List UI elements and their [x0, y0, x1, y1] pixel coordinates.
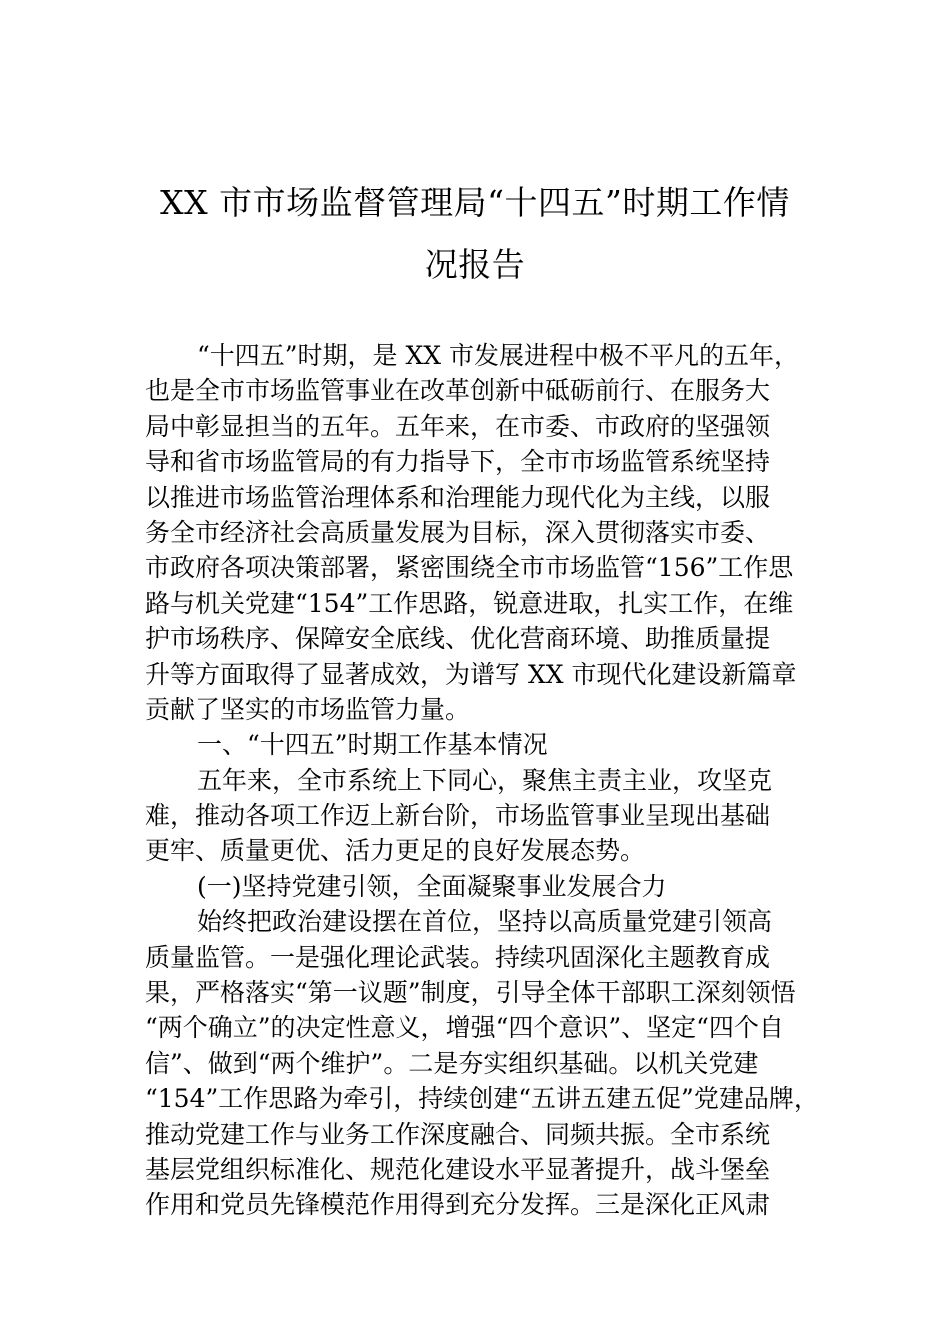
paragraph-party-building [145, 904, 819, 1223]
paragraph-line: 信”、做到“两个维护”。二是夯实组织基础。以机关党建 [145, 1048, 759, 1078]
paragraph-line: “十四五”时期，是 XX 市发展进程中极不平凡的五年， [197, 341, 800, 370]
paragraph-line: 基层党组织标准化、规范化建设水平显著提升，战斗堡垒 [145, 1154, 771, 1184]
paragraph-line: 更牢、质量更优、活力更足的良好发展态势。 [145, 836, 646, 866]
paragraph-line: 护市场秩序、保障安全底线、优化营商环境、助推质量提 [145, 624, 771, 654]
paragraph-line: 局中彰显担当的五年。五年来，在市委、市政府的坚强领 [145, 411, 771, 441]
paragraph-line: 作用和党员先锋模范作用得到充分发挥。三是深化正风肃 [145, 1190, 771, 1220]
paragraph-intro [145, 338, 809, 727]
paragraph-line: 推动党建工作与业务工作深度融合、同频共振。全市系统 [145, 1119, 771, 1149]
paragraph-line: 也是全市市场监管事业在改革创新中砥砺前行、在服务大 [145, 376, 771, 406]
paragraph-overview [145, 763, 809, 869]
title-line-1: XX 市市场监督管理局“十四五”时期工作情 [160, 183, 790, 222]
paragraph-line: 以推进市场监管治理体系和治理能力现代化为主线，以服 [145, 482, 771, 512]
paragraph-line: 升等方面取得了显著成效，为谱写 XX 市现代化建设新篇章 [145, 659, 797, 689]
title-line-2: 况报告 [424, 245, 526, 284]
document-title [120, 172, 830, 296]
paragraph-line: 市政府各项决策部署，紧密围绕全市市场监管“156”工作思 [145, 553, 794, 583]
heading-line: (一)坚持党建引领，全面凝聚事业发展合力 [197, 871, 667, 901]
paragraph-line: 导和省市场监管局的有力指导下，全市市场监管系统坚持 [145, 447, 771, 477]
subsection-heading-1 [145, 869, 809, 904]
paragraph-line: 路与机关党建“154”工作思路，锐意进取，扎实工作，在维 [145, 588, 794, 618]
section-heading-1 [145, 727, 809, 762]
paragraph-line: “两个确立”的决定性意义，增强“四个意识”、坚定“四个自 [145, 1013, 784, 1043]
paragraph-line: 五年来，全市系统上下同心，聚焦主责主业，攻坚克 [197, 765, 773, 795]
heading-line: 一、“十四五”时期工作基本情况 [197, 730, 548, 760]
paragraph-line: 贡献了坚实的市场监管力量。 [145, 694, 471, 724]
paragraph-line: 质量监管。一是强化理论武装。持续巩固深化主题教育成 [145, 942, 771, 972]
paragraph-line: 果，严格落实“第一议题”制度，引导全体干部职工深刻领悟 [145, 978, 796, 1008]
paragraph-line: 务全市经济社会高质量发展为目标，深入贯彻落实市委、 [145, 517, 771, 547]
paragraph-line: 始终把政治建设摆在首位，坚持以高质量党建引领高 [197, 907, 773, 937]
paragraph-line: 难，推动各项工作迈上新台阶，市场监管事业呈现出基础 [145, 801, 771, 831]
document-body [145, 338, 819, 1223]
paragraph-line: “154”工作思路为牵引，持续创建“五讲五建五促”党建品牌， [145, 1084, 819, 1114]
